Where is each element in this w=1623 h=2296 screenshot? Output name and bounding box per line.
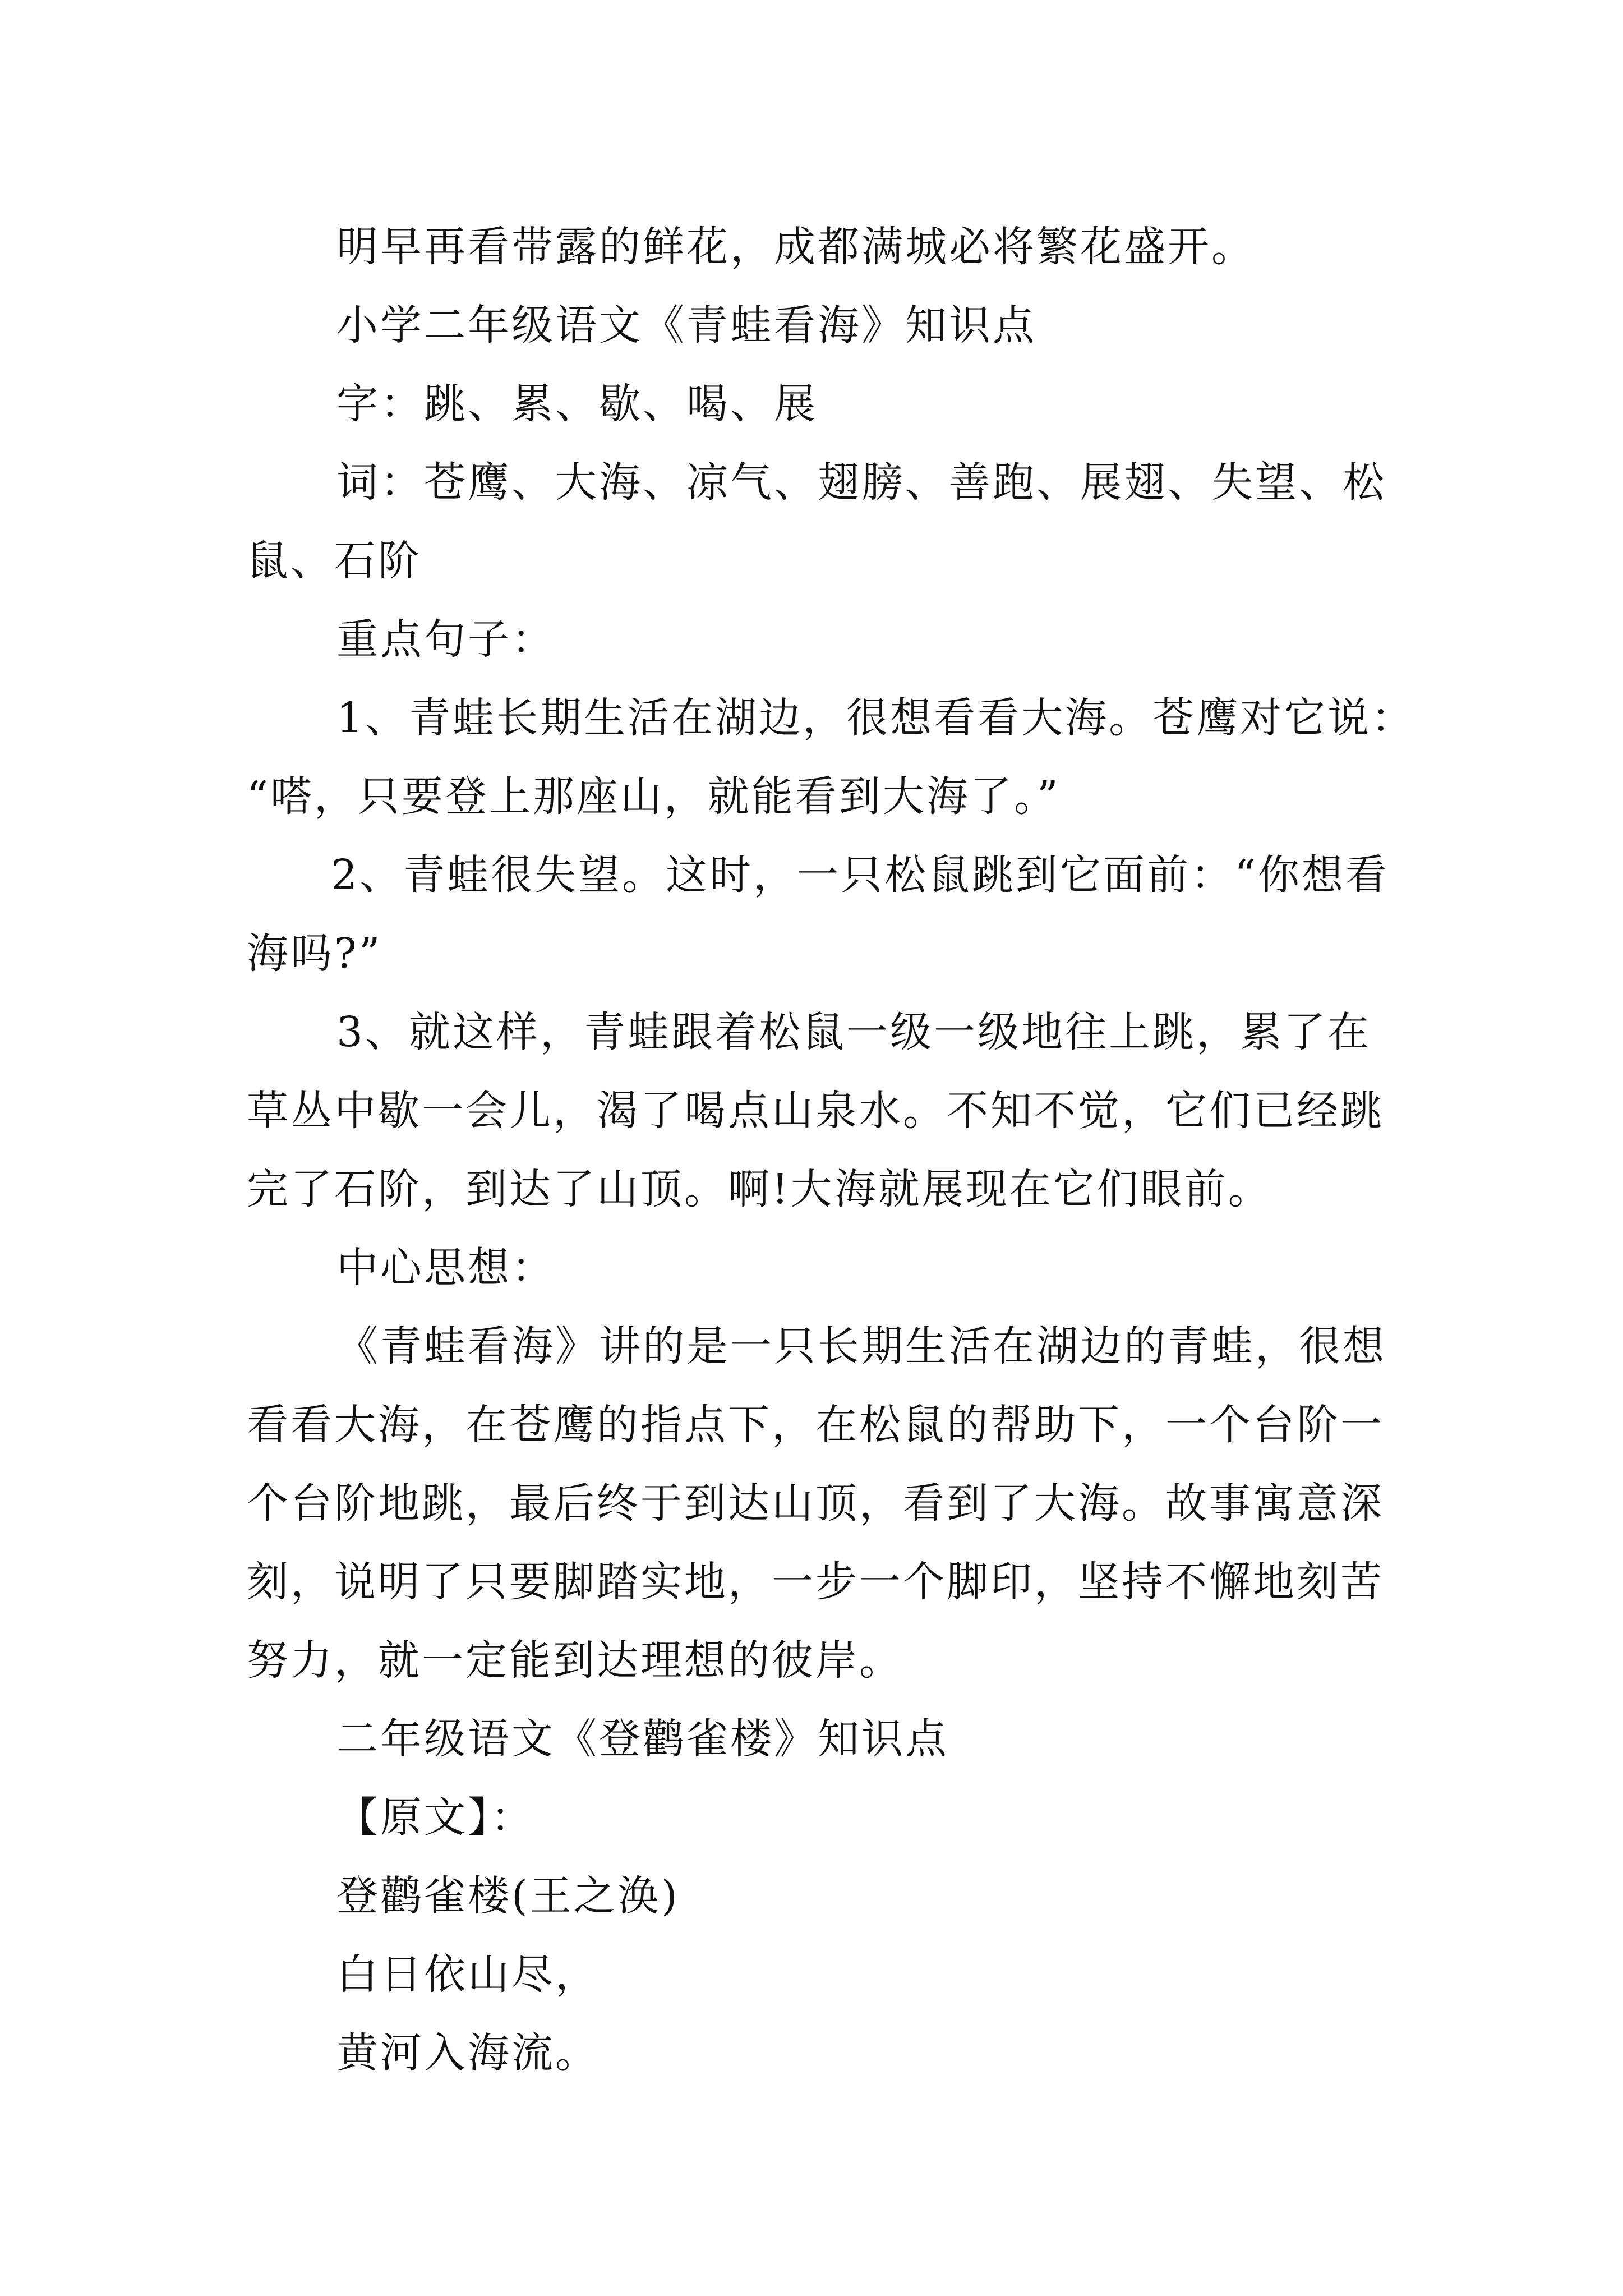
poem-line: 黄河入海流。 bbox=[336, 2029, 599, 2077]
sentence-3-cont: 草丛中歇一会儿，渴了喝点山泉水。不知不觉，它们已经跳 bbox=[247, 1087, 1384, 1135]
central-idea-line: 看看大海，在苍鹰的指点下，在松鼠的帮助下，一个台阶一 bbox=[247, 1401, 1384, 1449]
sentence-1: 1、青蛙长期生活在湖边，很想看看大海。苍鹰对它说： bbox=[336, 694, 1415, 742]
sentence-2-cont: 海吗?” bbox=[247, 930, 382, 978]
section-heading: 二年级语文《登鹳雀楼》知识点 bbox=[336, 1715, 949, 1763]
document-body bbox=[247, 208, 1469, 2092]
words-line-cont: 鼠、石阶 bbox=[247, 537, 422, 585]
paragraph-line: 明早再看带露的鲜花，成都满城必将繁花盛开。 bbox=[336, 223, 1255, 271]
section-heading: 小学二年级语文《青蛙看海》知识点 bbox=[336, 301, 1036, 349]
sentence-2: 2、青蛙很失望。这时，一只松鼠跳到它面前：“你想看 bbox=[331, 851, 1389, 899]
central-idea-line: 《青蛙看海》讲的是一只长期生活在湖边的青蛙，很想 bbox=[336, 1322, 1386, 1370]
poem-line: 白日依山尽， bbox=[336, 1950, 599, 1999]
central-idea-line: 个台阶地跳，最后终于到达山顶，看到了大海。故事寓意深 bbox=[247, 1479, 1384, 1527]
sentence-1-cont: “嗒，只要登上那座山，就能看到大海了。” bbox=[247, 772, 1061, 821]
poem-title: 登鹳雀楼(王之涣) bbox=[336, 1872, 680, 1920]
original-text-label: 【原文】： bbox=[336, 1793, 534, 1842]
central-idea-line: 努力，就一定能到达理想的彼岸。 bbox=[247, 1636, 903, 1685]
sentence-3-cont: 完了石阶，到达了山顶。啊!大海就展现在它们眼前。 bbox=[247, 1165, 1272, 1213]
central-idea-heading: 中心思想： bbox=[336, 1244, 555, 1292]
central-idea-line: 刻，说明了只要脚踏实地，一步一个脚印，坚持不懈地刻苦 bbox=[247, 1558, 1384, 1606]
characters-line: 字：跳、累、歇、喝、展 bbox=[336, 380, 818, 428]
words-line: 词：苍鹰、大海、凉气、翅膀、善跑、展翅、失望、松 bbox=[336, 458, 1386, 507]
key-sentences-heading: 重点句子： bbox=[336, 615, 555, 664]
sentence-3: 3、就这样，青蛙跟着松鼠一级一级地往上跳，累了在 bbox=[336, 1008, 1372, 1056]
